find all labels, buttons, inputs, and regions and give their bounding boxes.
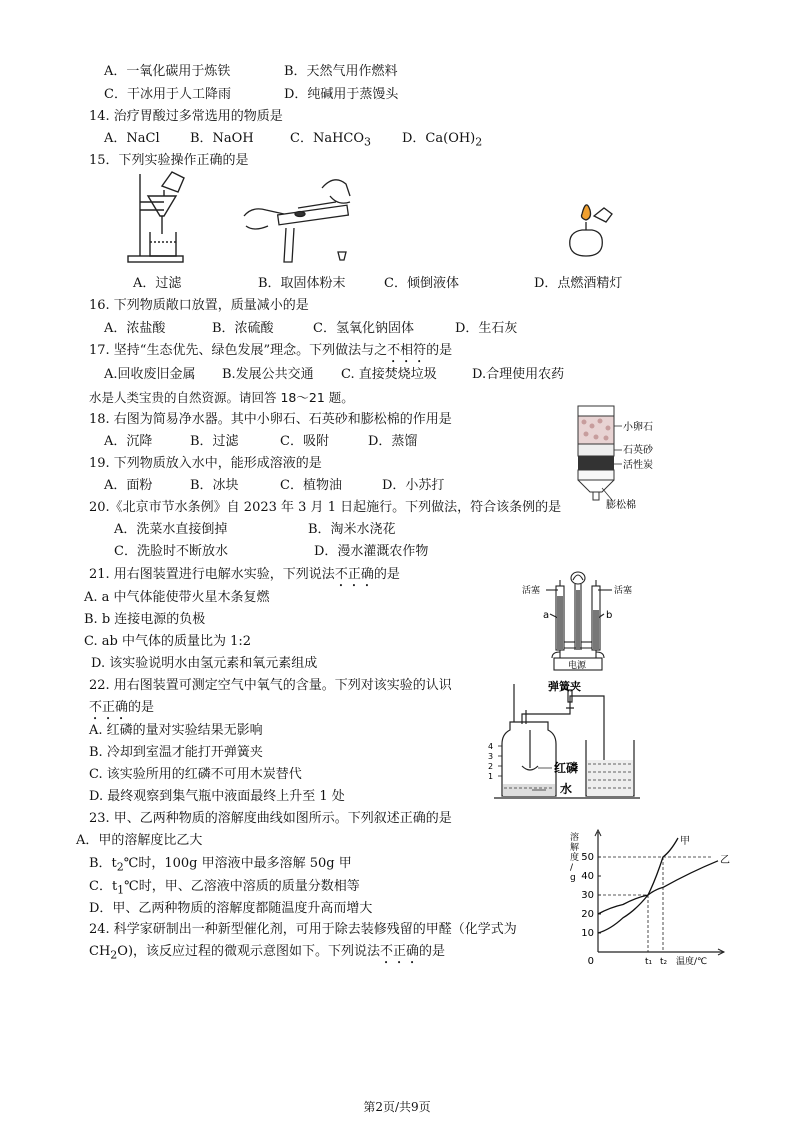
q22-option-b: B. 冷却到室温才能打开弹簧夹 <box>89 745 263 760</box>
q17-option-c: C. 直接焚烧垃圾 <box>341 367 437 382</box>
q22-option-c: C. 该实验所用的红磷不可用木炭替代 <box>89 767 302 782</box>
electrolysis-figure <box>518 566 648 678</box>
scale-mark-2: 2 <box>488 762 494 771</box>
stopper-right-label: 活塞 <box>614 586 633 596</box>
scale-mark-3: 3 <box>488 752 494 761</box>
water-filter-figure <box>572 404 692 516</box>
q23-stem: 23. 甲、乙两种物质的溶解度曲线如图所示。下列叙述正确的是 <box>89 811 452 826</box>
q16-option-c: C．氢氧化钠固体 <box>313 321 414 336</box>
q23-option-b: B．$t_2℃$时，100g 甲溶液中最多溶解 50g 甲 <box>89 856 352 874</box>
q22-stem-cont: 不正确的是 <box>89 700 155 715</box>
q14-option-d: D．$Ca(OH)_2$ <box>402 131 483 149</box>
scale-mark-4: 4 <box>488 742 494 751</box>
q14-option-b: B．NaOH <box>190 131 254 146</box>
powder-figure <box>238 166 358 270</box>
q18-option-b: B．过滤 <box>190 434 239 449</box>
solubility-chart <box>562 826 732 966</box>
q23-option-d: D．甲、乙两种物质的溶解度都随温度升高而增大 <box>89 901 373 916</box>
x-tick-label: t₁ <box>645 957 653 967</box>
scale-mark-1: 1 <box>488 772 494 781</box>
q21-option-a: A. a 中气体能使带火星木条复燃 <box>84 590 270 605</box>
q13-option-b: B．天然气用作燃料 <box>284 64 398 79</box>
y-tick-label: 30 <box>581 890 594 901</box>
q23-option-c: C．$t_1℃$时，甲、乙溶液中溶质的质量分数相等 <box>89 879 360 897</box>
q22-stem: 22. 用右图装置可测定空气中氧气的含量。下列对该实验的认识 <box>89 678 452 693</box>
q18-option-c: C．吸附 <box>280 434 329 449</box>
q18-option-a: A．沉降 <box>104 434 153 449</box>
q19-option-d: D．小苏打 <box>382 478 445 493</box>
q18-option-d: D．蒸馏 <box>368 434 418 449</box>
q13-option-a: A．一氧化碳用于炼铁 <box>104 64 231 79</box>
q20-option-c: C．洗脸时不断放水 <box>114 544 228 559</box>
q15-option-c: C．倾倒液体 <box>384 276 459 291</box>
q19-option-b: B．冰块 <box>190 478 239 493</box>
tube-b-label: b <box>606 610 613 621</box>
phosphorus-label: 红磷 <box>554 761 579 775</box>
q20-option-a: A．洗菜水直接倒掉 <box>114 522 228 537</box>
q15-option-d: D．点燃酒精灯 <box>534 276 623 291</box>
stopper-left-label: 活塞 <box>522 586 541 596</box>
power-label: 电源 <box>568 661 587 671</box>
q21-stem: 21. 用右图装置进行电解水实验，下列说法不正确的是 <box>89 567 400 582</box>
q20-stem: 20.《北京市节水条例》自 2023 年 3 月 1 日起施行。下列做法，符合该条例的是 <box>89 500 562 515</box>
q21-option-d: D. 该实验说明水由氢元素和氧元素组成 <box>91 656 318 671</box>
q16-option-b: B．浓硫酸 <box>212 321 274 336</box>
q20-option-d: D．漫水灌溉农作物 <box>314 544 429 559</box>
q19-option-a: A．面粉 <box>104 478 153 493</box>
y-tick-label: 20 <box>581 909 594 920</box>
q23-option-a: A．甲的溶解度比乙大 <box>76 833 203 848</box>
water-label: 水 <box>560 782 573 796</box>
q20-option-b: B．淘米水浇花 <box>308 522 396 537</box>
alcohol-lamp-figure <box>560 196 616 268</box>
q22-option-d: D. 最终观察到集气瓶中液面最终上升至 1 处 <box>89 789 345 804</box>
filter-label-cotton: 膨松棉 <box>606 500 636 511</box>
tube-a-label: a <box>543 610 550 621</box>
filter-label-quartz: 石英砂 <box>623 445 653 456</box>
q17-option-b: B.发展公共交通 <box>222 367 314 382</box>
series-label: 乙 <box>720 854 730 866</box>
origin-label: 0 <box>587 956 594 967</box>
q17-option-a: A.回收废旧金属 <box>104 367 196 382</box>
q16-stem: 16. 下列物质敞口放置，质量减小的是 <box>89 298 309 313</box>
filtration-figure <box>120 168 190 268</box>
q13-option-c: C．干冰用于人工降雨 <box>104 87 231 102</box>
q24-stem-line2: $CH_2O$)，该反应过程的微观示意图如下。下列说法不正确的是 <box>89 944 446 962</box>
q16-option-a: A．浓盐酸 <box>104 321 166 336</box>
q14-option-a: A．NaCl <box>104 131 160 146</box>
q17-option-d: D.合理使用农药 <box>472 367 565 382</box>
q19-stem: 19. 下列物质放入水中，能形成溶液的是 <box>89 456 322 471</box>
q19-option-c: C．植物油 <box>280 478 342 493</box>
series-curve-yi <box>598 861 718 914</box>
q21-option-c: C. ab 中气体的质量比为 1:2 <box>84 634 252 649</box>
y-tick-label: 10 <box>581 928 594 939</box>
series-label: 甲 <box>680 836 690 847</box>
q15-stem: 15．下列实验操作正确的是 <box>89 153 249 168</box>
q16-option-d: D．生石灰 <box>455 321 518 336</box>
x-tick-label: t₂ <box>660 957 668 967</box>
q24-stem-line1: 24. 科学家研制出一种新型催化剂，可用于除去装修残留的甲醛（化学式为 <box>89 922 517 937</box>
q17-stem: 17. 坚持“生态优先、绿色发展”理念。下列做法与之不相符的是 <box>89 343 453 358</box>
q15-option-b: B．取固体粉末 <box>258 276 346 291</box>
filter-label-carbon: 活性炭 <box>623 460 653 471</box>
q14-option-c: C．NaHCO$_3$ <box>290 131 372 149</box>
y-tick-label: 40 <box>581 871 594 882</box>
x-axis-label: 温度/℃ <box>676 957 708 967</box>
filter-label-pebble: 小卵石 <box>623 422 653 433</box>
page-number: 第2页/共9页 <box>363 1100 431 1114</box>
clamp-label: 弹簧夹 <box>548 680 581 693</box>
y-tick-label: 50 <box>581 852 594 863</box>
oxygen-figure <box>486 680 648 802</box>
section-intro: 水是人类宝贵的自然资源。请回答 18～21 题。 <box>89 390 354 405</box>
y-axis-label: 溶解度/ g <box>570 833 580 883</box>
q15-option-a: A．过滤 <box>133 276 182 291</box>
q14-stem: 14. 治疗胃酸过多常选用的物质是 <box>89 109 283 124</box>
q13-option-d: D．纯碱用于蒸馒头 <box>284 87 399 102</box>
q21-option-b: B. b 连接电源的负极 <box>84 612 206 627</box>
q22-option-a: A. 红磷的量对实验结果无影响 <box>89 723 263 738</box>
q18-stem: 18. 右图为简易净水器。其中小卵石、石英砂和膨松棉的作用是 <box>89 412 452 427</box>
